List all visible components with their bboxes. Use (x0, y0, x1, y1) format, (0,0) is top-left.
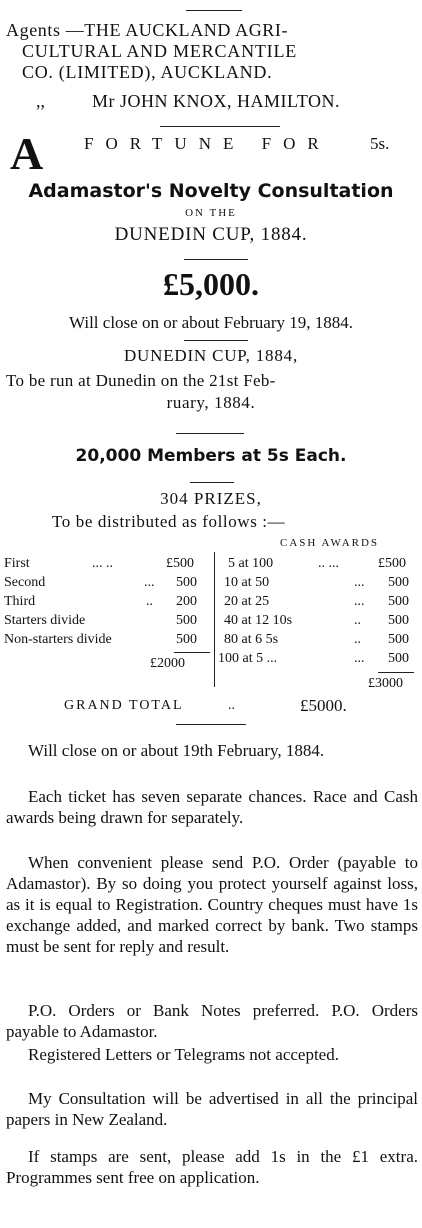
agents-line-4: Mr JOHN KNOX, HAMILTON. (92, 91, 341, 111)
race-line-3: ruary, 1884. (166, 393, 256, 412)
dropcap-a: A (10, 128, 44, 179)
table-row-dots: ... (354, 651, 365, 666)
table-row-dots: ... (354, 594, 365, 609)
on-the-label: ON THE (185, 207, 237, 219)
table-row-dots: .. (146, 594, 153, 609)
prize-amount: £5,000. (163, 266, 259, 302)
paragraph-registered: Registered Letters or Telegrams not accepted. (28, 1045, 339, 1064)
divider (184, 259, 248, 260)
table-row-amount: 500 (176, 613, 197, 628)
table-row-amount: 500 (388, 594, 409, 609)
cash-total: £3000 (368, 676, 403, 691)
consultation-title: Adamastor's Novelty Consultation (28, 180, 394, 202)
table-row-amount: 500 (176, 632, 197, 647)
paragraph-stamps: If stamps are sent, please add 1s in the £1 extra. Programmes sent free on application. (6, 1147, 418, 1187)
agents-line-2: CULTURAL AND MERCANTILE (22, 41, 298, 61)
table-row-dots: .. ... (318, 556, 339, 571)
table-divider-vertical (214, 552, 215, 687)
table-row-dots: ... (144, 575, 155, 590)
table-row-dots: .. (354, 632, 361, 647)
table-row-amount: 500 (388, 613, 409, 628)
distributed-line: To be distributed as follows :— (52, 512, 286, 531)
grand-total-dots: .. (228, 698, 235, 713)
table-row: 40 at 12 10s (224, 613, 293, 628)
table-row-amount: 500 (388, 575, 409, 590)
agents-line-1: Agents —THE AUCKLAND AGRI- (6, 20, 289, 40)
paragraph-orders: P.O. Orders or Bank Notes preferred. P.O. Orders payable to Adamastor. (6, 1001, 418, 1041)
agents-line-4-prefix: ,, (36, 91, 45, 111)
divider (176, 433, 244, 434)
paragraph-advertised: My Consultation will be advertised in all the principal papers in New Zealand. (6, 1089, 418, 1129)
table-row: Starters divide (4, 613, 86, 628)
table-row: First (4, 556, 30, 571)
paragraph-payment: When convenient please send P.O. Order (payable to Adamastor). By so doing you protect yourself against loss, as it is equal to Registration. Country cheques must have 1s exchange added, and marked correct by bank. Two stamps must be sent for reply and result. (6, 853, 418, 956)
paragraph-close-date: Will close on or about 19th February, 1884. (28, 741, 325, 760)
divider (190, 482, 234, 483)
table-row-dots: ... .. (92, 556, 113, 571)
table-row: 5 at 100 (228, 556, 274, 571)
members-line: 20,000 Members at 5s Each. (75, 446, 347, 466)
paragraph-chances: Each ticket has seven separate chances. Race and Cash awards being drawn for separately. (6, 787, 418, 827)
table-row: Non-starters divide (4, 632, 112, 647)
table-row-amount: £500 (378, 556, 406, 571)
agents-line-3: CO. (LIMITED), AUCKLAND. (22, 62, 273, 82)
race-total: £2000 (150, 656, 185, 671)
race-line-2: To be run at Dunedin on the 21st Feb- (6, 371, 276, 390)
table-row-dots: .. (354, 613, 361, 628)
table-row: 20 at 25 (224, 594, 270, 609)
divider (186, 10, 242, 11)
grand-total-label: GRAND TOTAL (64, 698, 184, 713)
prizes-heading: 304 PRIZES, (160, 489, 262, 508)
close-date-line: Will close on or about February 19, 1884. (68, 313, 353, 332)
fortune-heading: FORTUNE FOR (84, 134, 331, 153)
table-row-dots: ... (354, 575, 365, 590)
race-prizes-table (0, 556, 214, 676)
table-row-amount: 500 (388, 651, 409, 666)
price-label: 5s. (370, 134, 390, 153)
table-row: Third (4, 594, 36, 609)
divider (184, 340, 248, 341)
table-row-amount: £500 (166, 556, 194, 571)
subtotal-rule (174, 652, 210, 653)
table-row: 100 at 5 ... (218, 651, 278, 666)
subtotal-rule (378, 672, 414, 673)
event-heading: DUNEDIN CUP, 1884. (114, 224, 308, 245)
cash-awards-heading: CASH AWARDS (280, 537, 380, 549)
table-row-amount: 500 (176, 575, 197, 590)
table-row: 80 at 6 5s (224, 632, 279, 647)
grand-total-value: £5000. (300, 696, 347, 715)
table-row: 10 at 50 (224, 575, 270, 590)
table-row-amount: 200 (176, 594, 197, 609)
divider (176, 724, 246, 725)
race-line-1: DUNEDIN CUP, 1884, (123, 346, 298, 365)
table-row-amount: 500 (388, 632, 409, 647)
table-row: Second (4, 575, 46, 590)
divider (160, 126, 280, 127)
cash-awards-table (218, 556, 422, 696)
